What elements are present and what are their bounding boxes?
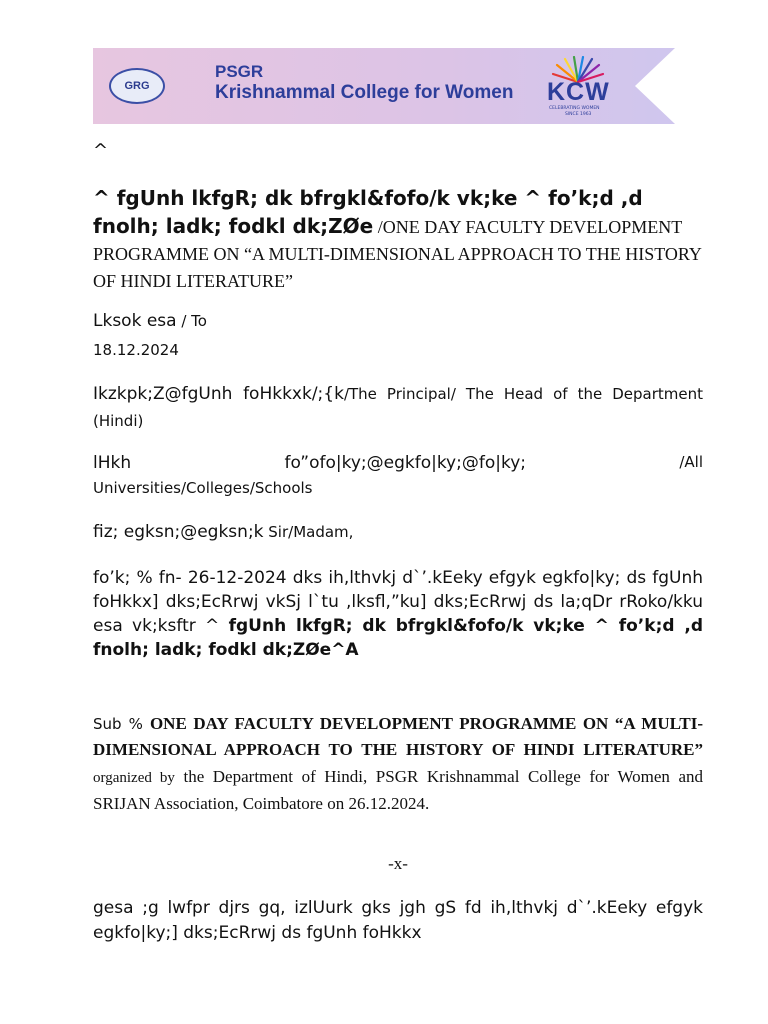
subject-hindi-paragraph [93, 566, 703, 662]
title-hindi-part1: ^ fgUnh lkfgR; dk bfrgkl&fofo/k vk;ke ^ [93, 186, 542, 210]
org-name-line2: Krishnammal College for Women [215, 82, 514, 103]
kcw-logo-subtitle: CELEBRATING WOMEN [549, 106, 600, 111]
addressee-to [93, 311, 703, 331]
to-hindi: Lksok esa [93, 311, 177, 331]
separator: -x- [388, 854, 408, 873]
title-hindi-part2: fo’k;d ,d fnolh; ladk; fodkl dk;ZØe [93, 186, 643, 238]
to-english: / To [176, 312, 207, 330]
org-name-line1: PSGR [215, 62, 264, 81]
sub-bold-title: ONE DAY FACULTY DEVELOPMENT PROGRAMME ON “A MULTI-DIMENSIONAL APPROACH TO THE HISTORY OF HINDI LITERATURE” [93, 714, 703, 759]
univ-hindi-word: lHkh [93, 453, 132, 473]
body-paragraph-2: gesa ;g lwfpr djrs gq, izlUurk gks jgh gS fd ih,lthvkj d`’.kEeky efgyk egkfo|ky;] dks;EcRrwj ds fgUnh foHkkx [93, 898, 703, 943]
kcw-logo-text: KCW [547, 78, 610, 106]
grg-logo [109, 68, 165, 104]
principal-hindi: Ikzkpk;Z@fgUnh foHkkxk/;{k [93, 384, 344, 404]
kcw-logo [543, 56, 613, 118]
sub-organized-by: organized by [93, 770, 175, 786]
addressee-institutions [93, 453, 703, 497]
page-title [93, 185, 703, 295]
addressee-principal [93, 381, 703, 435]
subject-english-paragraph [93, 711, 703, 816]
salutation-english: Sir/Madam, [263, 523, 354, 541]
caret-mark: ^ [93, 140, 109, 161]
univ-english-list: Universities/Colleges/Schools [93, 479, 313, 497]
principal-english: /The Principal/ The Head of the Department (Hindi) [93, 385, 704, 430]
title-english: /ONE DAY FACULTY DEVELOPMENT PROGRAMME ON “A MULTI-DIMENSIONAL APPROACH TO THE HISTORY OF HINDI LITERATURE” [93, 217, 702, 291]
kcw-logo-since: SINCE 1963 [565, 112, 592, 117]
banner-notch [635, 48, 675, 124]
sub-rest: the Department of Hindi, PSGR Krishnammal College for Women and SRIJAN Association, Coimbatore on 26.12.2024. [93, 767, 703, 813]
header-banner [93, 48, 675, 124]
univ-english-all: /All [679, 453, 703, 471]
letter-date: 18.12.2024 [93, 341, 179, 359]
salutation-hindi: fiz; egksn;@egksn;k [93, 522, 264, 542]
univ-hindi-list: fo”ofo|ky;@egkfo|ky;@fo|ky; [284, 453, 526, 473]
salutation [93, 522, 703, 542]
body-hindi-text: fo’k; % fn- 26-12-2024 dks ih,lthvkj d`’.kEeky efgyk egkfo|ky; ds fgUnh foHkkx] dks;EcRrwj vkSj l`tu ,lksfl,”ku] dks;EcRrwj ds la;qDr rRoko/kku esa vk;ksftr ^ [93, 568, 703, 636]
body-hindi-bold: fgUnh lkfgR; dk bfrgkl&fofo/k vk;ke ^ fo’k;d ,d fnolh; ladk; fodkl dk;ZØe^A [93, 616, 703, 660]
sub-label: Sub % [93, 715, 150, 733]
grg-logo-text: GRG [124, 80, 150, 92]
